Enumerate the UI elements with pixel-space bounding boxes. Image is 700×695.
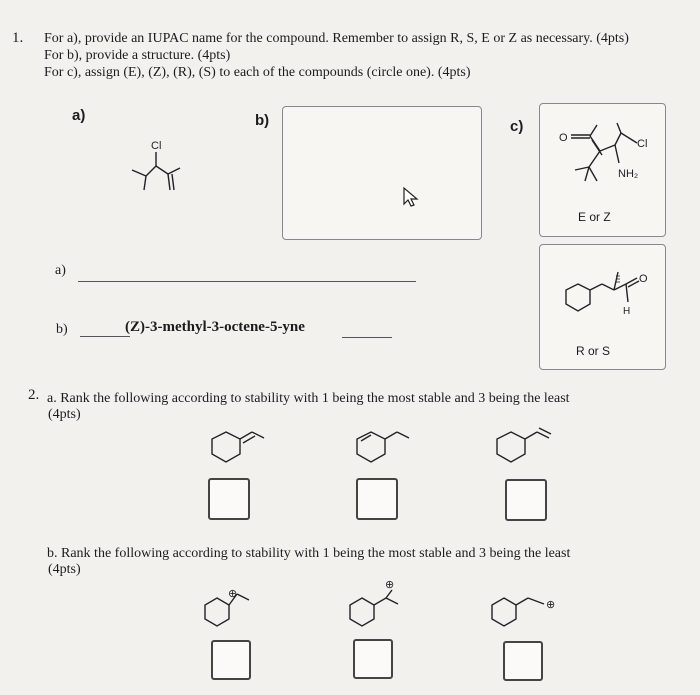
compound-c2-h-atom: H xyxy=(623,306,631,317)
question-1-line-2: For b), provide a structure. (4pts) xyxy=(44,48,231,63)
compound-c2-o-atom: O xyxy=(639,273,648,285)
carbocation-3-charge-icon: ⊕ xyxy=(546,599,556,611)
question-2-number: 2. xyxy=(28,387,40,403)
question-1-line-3: For c), assign (E), (Z), (R), (S) to each of the compounds (circle one). (4pts) xyxy=(44,65,471,80)
rank-box-2b-1[interactable] xyxy=(211,640,251,680)
carbocation-1-charge-icon: ⊕ xyxy=(228,588,238,600)
compound-c1-nh2-atom: NH₂ xyxy=(618,168,639,180)
compound-c1-o-atom: O xyxy=(559,132,568,144)
question-2b-line-2: (4pts) xyxy=(48,562,81,577)
question-2a-line-1: a. Rank the following according to stability with 1 being the most stable and 3 being the least xyxy=(47,391,570,406)
compound-c2-choice[interactable]: R or S xyxy=(576,344,611,358)
label-b: b) xyxy=(255,112,270,129)
alkene-1-structure xyxy=(200,418,270,468)
question-1-line-1: For a), provide an IUPAC name for the compound. Remember to assign R, S, E or Z as necessary. (4pts) xyxy=(44,31,629,46)
question-1-number: 1. xyxy=(12,30,24,46)
rank-box-2b-3[interactable] xyxy=(503,641,543,681)
answer-b-line-right xyxy=(342,337,392,338)
alkene-3-structure xyxy=(485,418,565,468)
compound-c2-structure xyxy=(552,256,662,326)
compound-a-structure xyxy=(120,132,200,202)
answer-b-text: (Z)-3-methyl-3-octene-5-yne xyxy=(125,319,305,335)
structure-answer-box-b[interactable] xyxy=(282,106,482,240)
cursor-icon xyxy=(401,186,421,208)
question-2a-line-2: (4pts) xyxy=(48,407,81,422)
answer-a-line[interactable] xyxy=(78,281,416,282)
carbocation-2-charge-icon: ⊕ xyxy=(385,579,395,591)
rank-box-2b-2[interactable] xyxy=(353,639,393,679)
alkene-2-structure xyxy=(345,418,415,468)
label-a: a) xyxy=(72,107,86,124)
carbocation-2-structure xyxy=(340,576,410,632)
carbocation-1-structure xyxy=(195,582,265,632)
answer-a-label: a) xyxy=(55,263,66,278)
answer-b-line-left xyxy=(80,336,130,337)
compound-c1-structure xyxy=(545,115,660,195)
rank-box-2a-2[interactable] xyxy=(356,478,398,520)
question-2b-line-1: b. Rank the following according to stability with 1 being the most stable and 3 being the least xyxy=(47,546,571,561)
label-c: c) xyxy=(510,118,524,135)
carbocation-3-structure xyxy=(482,582,572,632)
compound-c1-choice[interactable]: E or Z xyxy=(578,210,611,224)
rank-box-2a-3[interactable] xyxy=(505,479,547,521)
compound-a-cl-atom: Cl xyxy=(151,140,162,152)
answer-b-label: b) xyxy=(56,322,68,337)
compound-c1-cl-atom: Cl xyxy=(637,138,648,150)
rank-box-2a-1[interactable] xyxy=(208,478,250,520)
